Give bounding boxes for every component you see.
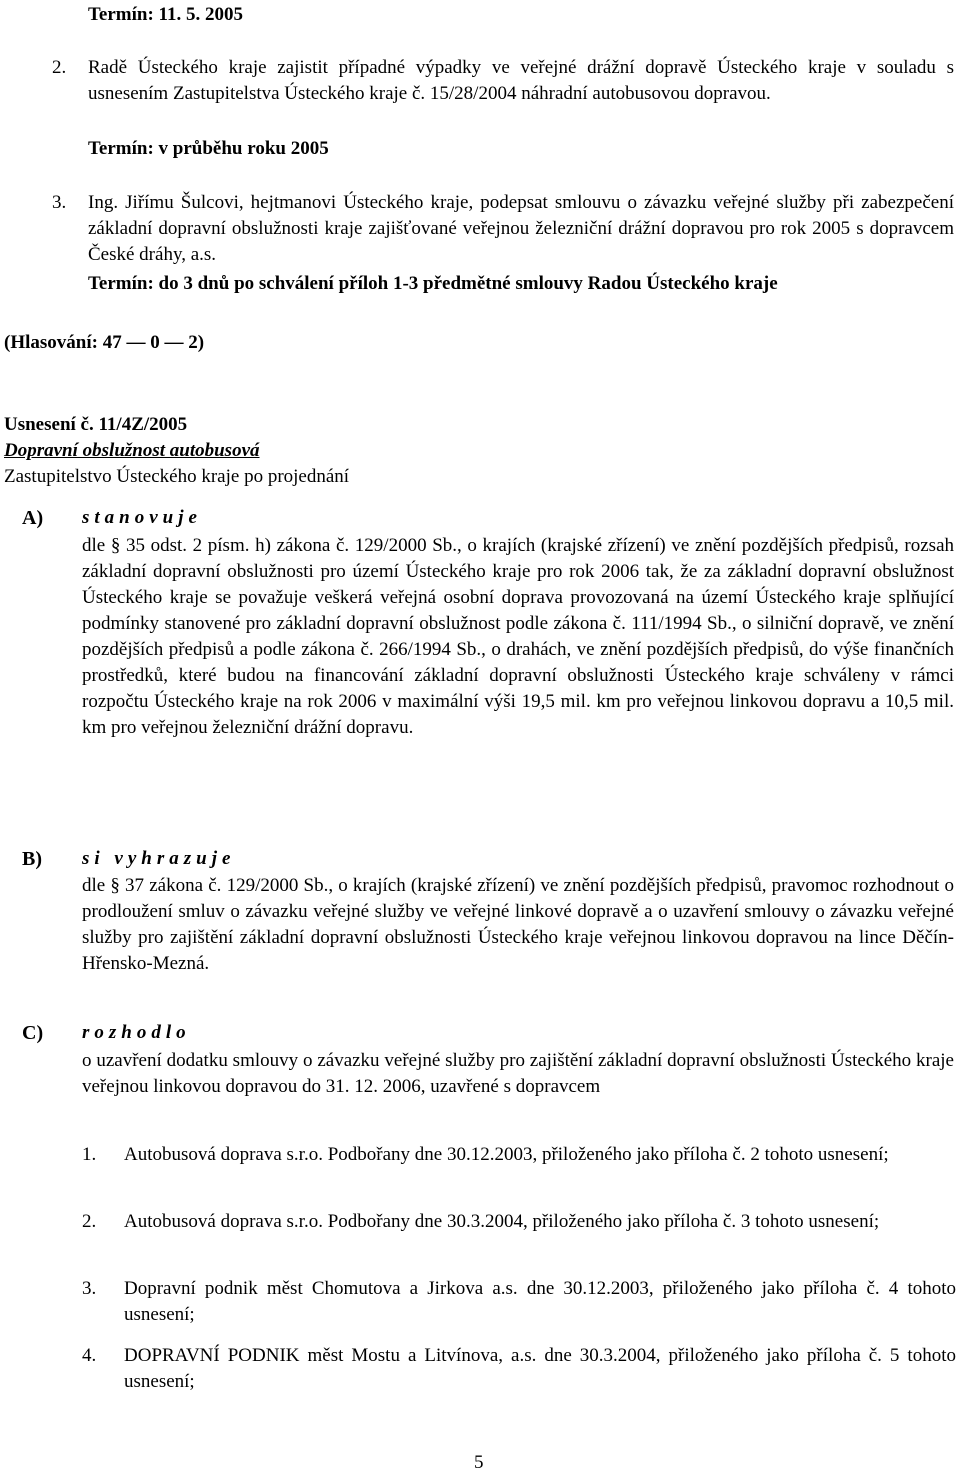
list-item-3-number: 3. [82,1278,97,1299]
page-number: 5 [474,1452,484,1473]
item-2-term: Termín: v průběhu roku 2005 [88,138,329,159]
item-2-number: 2. [52,57,67,78]
list-item-2-number: 2. [82,1211,97,1232]
section-a-label: A) [22,507,44,529]
list-item-1-number: 1. [82,1144,97,1165]
list-item-4-text: DOPRAVNÍ PODNIK měst Mostu a Litvínova, a.s. dne 30.3.2004, přiloženého jako příloha č. 5 tohoto usnesení; [124,1345,956,1392]
section-b-verb: si vyhrazuje [82,848,236,869]
item-3-term: Termín: do 3 dnů po schválení příloh 1-3 předmětné smlouvy Radou Ústeckého kraje [88,273,778,294]
section-b-label: B) [22,848,42,870]
voting-result: (Hlasování: 47 — 0 — 2) [4,332,205,353]
item-2-text: Radě Ústeckého kraje zajistit případné výpadky ve veřejné drážní dopravě Ústeckého kraje v souladu s usnesením Zastupitelstva Ústeckého kraje č. 15/28/2004 náhradní autobusovou dopravou. [88,57,954,104]
resolution-intro: Zastupitelstvo Ústeckého kraje po projednání [4,466,350,487]
resolution-number: Usnesení č. 11/4Z/2005 [4,414,188,435]
section-b-text: dle § 37 zákona č. 129/2000 Sb., o krajích (krajské zřízení) ve znění pozdějších předpisů, pravomoc rozhodnout o prodloužení smluv o závazku veřejné služby ve veřejné linkové dopravě a o uzavření smlouvy o závazku veřejné služby pro zajištění základní dopravní obslužnosti Ústeckého kraje veřejnou linkovou dopravou na lince Děčín-Hřensko-Mezná. [82,875,954,974]
section-a-verb: stanovuje [82,507,202,528]
item-3-text: Ing. Jiřímu Šulcovi, hejtmanovi Ústeckého kraje, podepsat smlouvu o závazku veřejné služby při zabezpečení základní dopravní obslužnosti kraje zajišťované veřejnou železniční drážní dopravou pro rok 2005 s dopravcem České dráhy, a.s. [88,192,954,265]
section-c-text: o uzavření dodatku smlouvy o závazku veřejné služby pro zajištění základní dopravní obslužnosti Ústeckého kraje veřejnou linkovou dopravou do 31. 12. 2006, uzavřené s dopravcem [82,1050,954,1097]
resolution-title: Dopravní obslužnost autobusová [4,440,260,461]
header-term: Termín: 11. 5. 2005 [88,4,243,25]
list-item-3-text: Dopravní podnik měst Chomutova a Jirkova a.s. dne 30.12.2003, přiloženého jako příloha č. 4 tohoto usnesení; [124,1278,956,1325]
list-item-1-text: Autobusová doprava s.r.o. Podbořany dne 30.12.2003, přiloženého jako příloha č. 2 tohoto usnesení; [124,1144,889,1165]
section-a-text: dle § 35 odst. 2 písm. h) zákona č. 129/2000 Sb., o krajích (krajské zřízení) ve znění pozdějších předpisů, rozsah základní dopravní obslužnosti pro území Ústeckého kraje pro rok 2006 tak, že za základní dopravní obslužnost Ústeckého kraje se považuje veškerá veřejná osobní doprava provozovaná na území Ústeckého kraje splňující podmínky stanovené pro základní dopravní obslužnost podle zákona č. 111/1994 Sb., o silniční dopravě, ve znění pozdějších předpisů a podle zákona č. 266/1994 Sb., o drahách, ve znění pozdějších předpisů, do výše finančních prostředků, které budou na financování základní dopravní obslužnosti Ústeckého kraje schváleny v rámci rozpočtu Ústeckého kraje na rok 2006 v maximální výši 19,5 mil. km pro veřejnou linkovou dopravu a 10,5 mil. km pro veřejnou železniční drážní dopravu. [82,535,954,738]
section-c-label: C) [22,1022,44,1044]
list-item-2-text: Autobusová doprava s.r.o. Podbořany dne 30.3.2004, přiloženého jako příloha č. 3 tohoto usnesení; [124,1211,880,1232]
section-c-verb: rozhodlo [82,1022,191,1043]
list-item-4-number: 4. [82,1345,97,1366]
item-3-number: 3. [52,192,67,213]
